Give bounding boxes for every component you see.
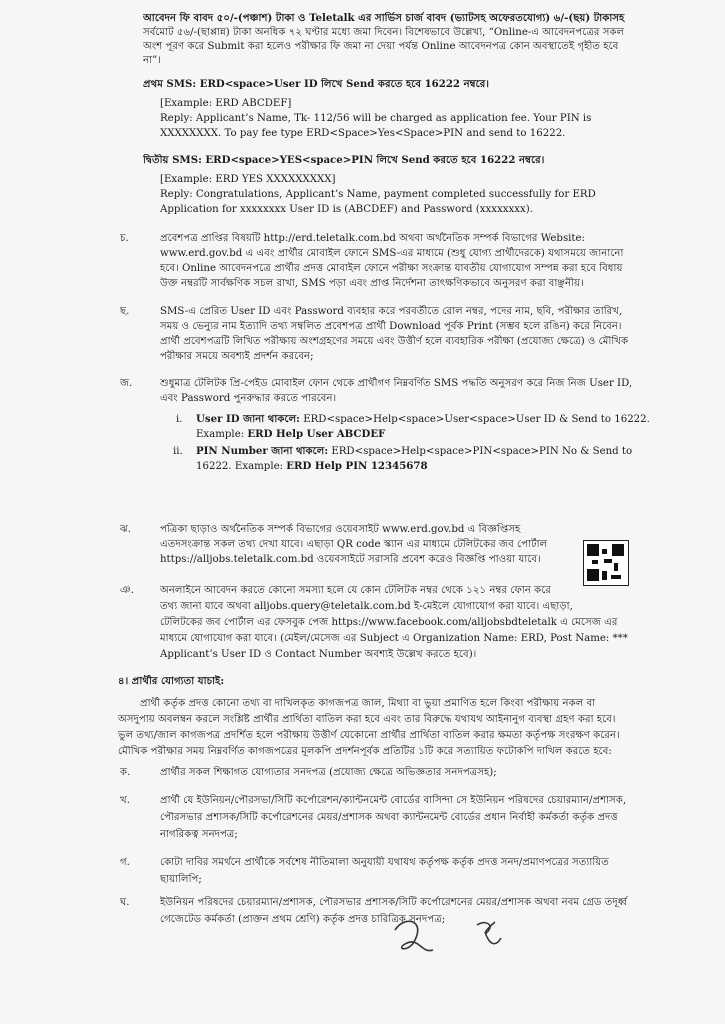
sms1-example: [Example: ERD ABCDEF] <box>160 98 292 109</box>
section-para-line: ভুল তথ্য/জাল কাগজপত্র প্রদর্শিত হলে পরীক্ষায় উত্তীর্ণ যেকোনো প্রার্থীর প্রার্থিতা বাতিল করার ক্ষমতা কর্তৃপক্ষ সংরক্ষণ করেন। <box>118 730 620 741</box>
intro-line-3: অংশ পূরণ করে Submit করা হলেও পরীক্ষার ফি জমা না দেয়া পর্যন্ত Online আবেদনপত্র কোন অবস্থাতেই গৃহীত হবে <box>143 41 619 52</box>
subitem-marker: i. <box>176 414 183 425</box>
item-marker: ঞ. <box>120 585 134 596</box>
qr-code[interactable] <box>583 540 629 586</box>
sms1-reply-1: Reply: Applicant’s Name, Tk- 112/56 will be charged as application fee. Your PIN is <box>160 113 592 124</box>
item-line: সময় ও ভেন্যুর নাম ইত্যাদি তথ্য সম্বলিত প্রবেশপত্র প্রার্থী Download পূর্বক Print (সম্ভব হলে রঙিন) করে নিবেন। <box>160 321 622 332</box>
item-line: হবে। Online আবেদনপত্রে প্রার্থীর প্রদত্ত মোবাইল ফোনে পরীক্ষা সংক্রান্ত যাবতীয় যোগাযোগ সম্পন্ন করা হবে বিধায় <box>160 263 623 274</box>
subitem-line <box>196 413 712 426</box>
item-line: উক্ত নম্বরটি সার্বক্ষণিক সচল রাখা, SMS পড়া এবং প্রাপ্ত নির্দেশনা তাৎক্ষণিকভাবে অনুসরণ করা বাঞ্ছনীয়। <box>160 278 584 289</box>
sms2-reply-1: Reply: Congratulations, Applicant’s Name, payment completed successfully for ERD <box>160 189 596 200</box>
item-line: প্রার্থী যে ইউনিয়ন/পৌরসভা/সিটি কর্পোরেশন/ক্যান্টনমেন্ট বোর্ডের বাসিন্দা সে ইউনিয়ন পরিষদের চেয়ারম্যান/প্রশাসক, <box>160 795 627 806</box>
signature-initials <box>385 910 525 965</box>
item-line: Applicant’s User ID ও Contact Number অবশ্যই উল্লেখ করতে হবে)। <box>160 649 477 660</box>
item-line: পত্রিকা ছাড়াও অর্থনৈতিক সম্পর্ক বিভাগের ওয়েবসাইট www.erd.gov.bd এ বিজ্ঞপ্তিসহ <box>160 524 521 535</box>
item-line: গেজেটেড কর্মকর্তা (প্রাক্তন প্রথম শ্রেণি) কর্তৃক প্রদত্ত চারিত্রিক সনদপত্র; <box>160 914 446 925</box>
item-line: ছায়ালিপি; <box>160 874 202 885</box>
subitem-label: PIN Number জানা থাকলে: <box>196 445 329 457</box>
item-line: অনলাইনে আবেদন করতে কোনো সমস্যা হলে যে কোন টেলিটক নম্বর থেকে ১২১ নম্বর ফোন করে <box>160 585 551 596</box>
item-marker: ঝ. <box>120 524 131 535</box>
item-line: SMS-এ প্রেরিত User ID এবং Password ব্যবহার করে পরবর্তীতে রোল নম্বর, পদের নাম, ছবি, পরীক্ষার তারিখ, <box>160 306 623 317</box>
item-line: কোটা দাবির সমর্থনে প্রার্থীকে সর্বশেষ নীতিমালা অনুযায়ী যথাযথ কর্তৃপক্ষ কর্তৃক প্রদত্ত সনদ/প্রমাণপত্রের সত্যায়িত <box>160 857 609 868</box>
subitem-example: ERD Help User ABCDEF <box>247 428 386 440</box>
subitem-line <box>196 445 712 458</box>
section-para-line: অসদুপায় অবলম্বন করলে সংশ্লিষ্ট প্রার্থীর প্রার্থিতা বাতিল করা হবে এবং তার বিরুদ্ধে যথাযথ আইনানুগ ব্যবস্থা গ্রহণ করা হবে। <box>118 714 616 725</box>
subitem-label: User ID জানা থাকলে: <box>196 413 300 425</box>
item-line: এতদসংক্রান্ত সকল তথ্য দেখা যাবে। এছাড়া QR code স্ক্যান এর মাধ্যমে টেলিটকের জব পোর্টাল <box>160 539 548 550</box>
item-line: ইউনিয়ন পরিষদের চেয়ারম্যান/প্রশাসক, পৌরসভার প্রশাসক/সিটি কর্পোরেশনের মেয়র/প্রশাসক অথবা নবম গ্রেড তদূর্ধ্ব <box>160 897 628 908</box>
item-line: প্রবেশপত্র প্রাপ্তির বিষয়টি http://erd.teletalk.com.bd অথবা অর্থনৈতিক সম্পর্ক বিভাগের Website: <box>160 233 585 244</box>
item-line: এবং Password পুনরুদ্ধার করতে পারবেন। <box>160 393 337 404</box>
subitem-text: ERD<space>Help<space>PIN<space>PIN No & Send to <box>331 446 633 457</box>
item-marker: খ. <box>120 795 130 806</box>
sms2-heading: দ্বিতীয় SMS: ERD<space>YES<space>PIN লিখে Send করতে হবে 16222 নম্বরে। <box>143 154 545 166</box>
item-line: প্রার্থীর সকল শিক্ষাগত যোগ্যতার সনদপত্র (প্রযোজ্য ক্ষেত্রে অভিজ্ঞতার সনদপত্রসহ); <box>160 767 497 778</box>
item-line: তথ্য জানা যাবে অথবা alljobs.query@teletalk.com.bd ই-মেইলে যোগাযোগ করা যাবে। এছাড়া, <box>160 601 573 612</box>
sms1-reply-2: XXXXXXXX. To pay fee type ERD<Space>Yes<Space>PIN and send to 16222. <box>160 128 566 139</box>
sms2-example: [Example: ERD YES XXXXXXXXX] <box>160 174 336 185</box>
item-line: প্রার্থী প্রবেশপত্রটি লিখিত পরীক্ষায় অংশগ্রহণের সময়ে এবং উত্তীর্ণ হলে ব্যবহারিক পরীক্ষা (প্রযোজ্য ক্ষেত্রে) ও মৌখিক <box>160 336 629 347</box>
subitem-text: ERD<space>Help<space>User<space>User ID & Send to 16222. <box>303 414 650 425</box>
item-marker: ছ. <box>120 306 130 317</box>
section-para-line: মৌখিক পরীক্ষার সময় নিম্নবর্ণিত কাগজপত্রের মূলকপি প্রদর্শনপূর্বক প্রতিটির ১টি করে সত্যায়িত ফটোকপি দাখিল করতে হবে: <box>118 746 612 757</box>
item-line: পরীক্ষার সময়ে অবশ্যই প্রদর্শন করবেন; <box>160 351 314 362</box>
subitem-marker: ii. <box>173 446 183 457</box>
item-marker: চ. <box>120 233 129 244</box>
item-line: https://alljobs.teletalk.com.bd ওয়েবসাইটে সরাসরি প্রবেশ করেও বিজ্ঞপ্তি পাওয়া যাবে। <box>160 554 541 565</box>
section-para-line: প্রার্থী কর্তৃক প্রদত্ত কোনো তথ্য বা দাখিলকৃত কাগজপত্র জাল, মিথ্যা বা ভুয়া প্রমাণিত হলে কিংবা পরীক্ষায় নকল বা <box>140 698 596 709</box>
subitem-example-line <box>196 428 712 441</box>
item-line: টেলিটকের জব পোর্টাল এর ফেসবুক পেজ https://www.facebook.com/alljobsbdteletalk এ মেসেজ এর <box>160 617 618 628</box>
item-line: শুধুমাত্র টেলিটক প্রি-পেইড মোবাইল ফোন থেকে প্রার্থীগণ নিম্নবর্ণিত SMS পদ্ধতি অনুসরণ করে নিজ নিজ User ID, <box>160 378 633 389</box>
item-line: www.erd.gov.bd এ এবং প্রার্থীর মোবাইল ফোনে SMS-এর মাধ্যমে (শুধু যোগ্য প্রার্থীদেরকে) যথাসময়ে জানানো <box>160 248 624 259</box>
item-marker: ঘ. <box>120 897 130 908</box>
sms1-heading: প্রথম SMS: ERD<space>User ID লিখে Send করতে হবে 16222 নম্বরে। <box>143 78 489 90</box>
sms2-reply-2: Application for xxxxxxxx User ID is (ABCDEF) and Password (xxxxxxxx). <box>160 204 533 215</box>
item-marker: ক. <box>120 767 131 778</box>
intro-line-2: সর্বমোট ৫৬/-(ছাপ্পান্ন) টাকা অনধিক ৭২ ঘণ্টার মধ্যে জমা দিবেন। বিশেষভাবে উল্লেখ্য, “Online-এ আবেদনপত্রের সকল <box>143 27 625 38</box>
item-marker: গ. <box>120 857 130 868</box>
item-line: পৌরসভার প্রশাসক/সিটি কর্পোরেশনের মেয়র/প্রশাসক অথবা ক্যান্টনমেন্ট বোর্ডের প্রধান নির্বাহী কর্মকর্তা কর্তৃক প্রদত্ত <box>160 812 618 823</box>
subitem-example-prefix: 16222. Example: <box>196 461 284 472</box>
item-line: নাগরিকত্ব সনদপত্র; <box>160 829 238 840</box>
section-heading: ৪। প্রার্থীর যোগ্যতা যাচাই: <box>118 675 225 687</box>
intro-line-1: আবেদন ফি বাবদ ৫০/-(পঞ্চাশ) টাকা ও Teletalk এর সার্ভিস চার্জ বাবদ (ভ্যাটসহ অফেরতযোগ্য) ৬/-(ছয়) টাকাসহ <box>143 12 625 24</box>
intro-line-4: না”। <box>143 55 161 66</box>
item-marker: জ. <box>120 378 133 389</box>
subitem-example-line <box>196 460 712 473</box>
item-line: মাধ্যমে যোগাযোগ করা যাবে। (মেইল/মেসেজ এর Subject এ Organization Name: ERD, Post Name: *** <box>160 633 628 644</box>
subitem-example-prefix: Example: <box>196 429 245 440</box>
subitem-example: ERD Help PIN 12345678 <box>286 460 428 472</box>
